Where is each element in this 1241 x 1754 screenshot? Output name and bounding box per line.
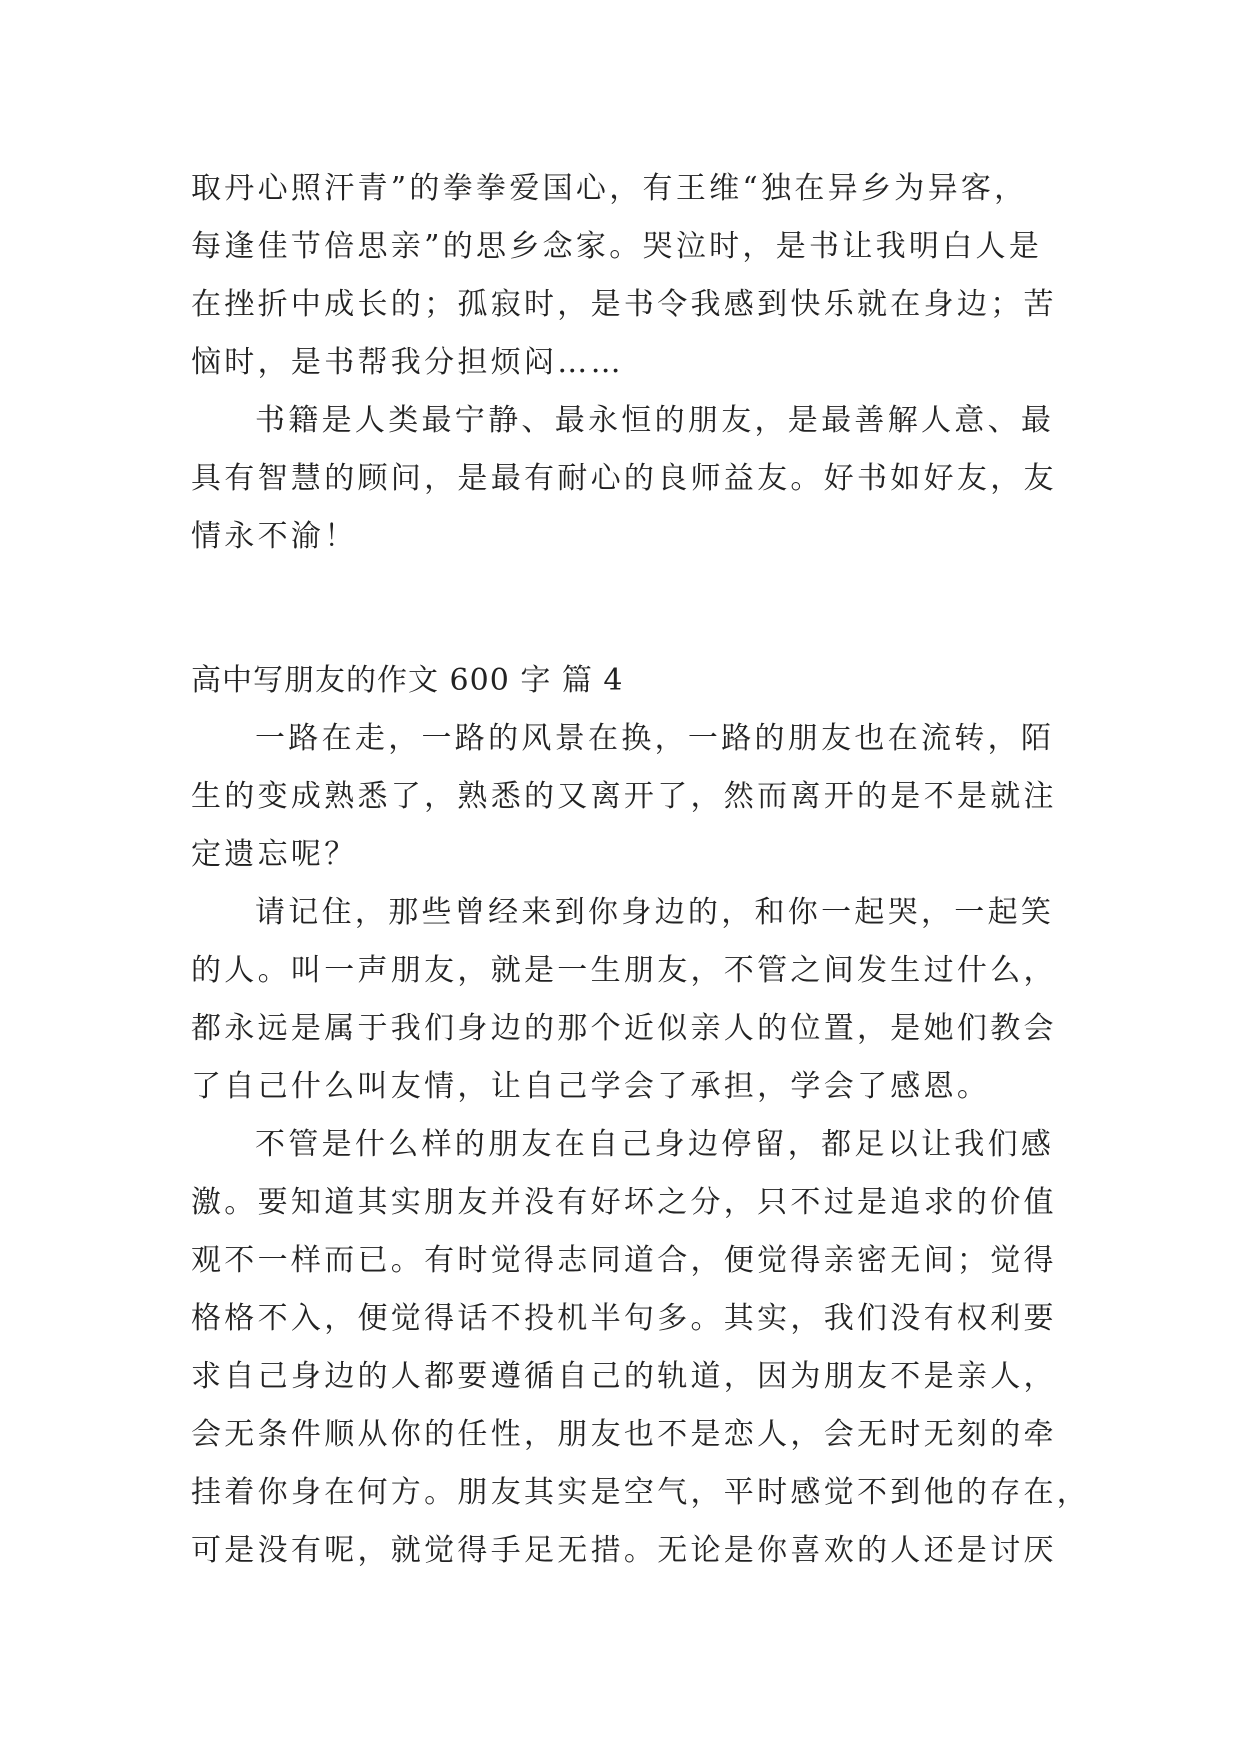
text-line: 的人。叫一声朋友，就是一生朋友，不管之间发生过什么， bbox=[191, 953, 1057, 988]
paragraph-1 bbox=[191, 710, 1057, 884]
section-spacer bbox=[191, 566, 1051, 652]
text-line: 具有智慧的顾问，是最有耐心的良师益友。好书如好友，友 bbox=[191, 461, 1057, 496]
text-line: 情永不渝！ bbox=[191, 519, 358, 554]
text-line: 每逢佳节倍思亲”的思乡念家。哭泣时，是书让我明白人是 bbox=[191, 229, 1043, 264]
text-line: 会无条件顺从你的任性，朋友也不是恋人，会无时无刻的牵 bbox=[191, 1417, 1057, 1452]
text-line: 在挫折中成长的；孤寂时，是书令我感到快乐就在身边；苦 bbox=[191, 287, 1057, 322]
paragraph-2 bbox=[191, 884, 1057, 1116]
text-line: 生的变成熟悉了，熟悉的又离开了，然而离开的是不是就注 bbox=[191, 779, 1057, 814]
text-line: 取丹心照汗青”的拳拳爱国心，有王维“独在异乡为异客， bbox=[191, 171, 1028, 206]
text-line: 书籍是人类最宁静、最永恒的朋友，是最善解人意、最 bbox=[255, 403, 1055, 438]
text-line: 挂着你身在何方。朋友其实是空气，平时感觉不到他的存在， bbox=[191, 1475, 1091, 1510]
paragraph-3 bbox=[191, 1116, 1091, 1580]
text-line: 了自己什么叫友情，让自己学会了承担，学会了感恩。 bbox=[191, 1069, 991, 1104]
text-line: 一路在走，一路的风景在换，一路的朋友也在流转，陌 bbox=[255, 721, 1055, 756]
text-line: 请记住，那些曾经来到你身边的，和你一起哭，一起笑 bbox=[255, 895, 1055, 930]
text-line: 观不一样而已。有时觉得志同道合，便觉得亲密无间；觉得 bbox=[191, 1243, 1057, 1278]
section-heading: 高中写朋友的作文 600 字 篇 4 bbox=[191, 663, 624, 698]
text-line: 定遗忘呢？ bbox=[191, 837, 358, 872]
text-line: 可是没有呢，就觉得手足无措。无论是你喜欢的人还是讨厌 bbox=[191, 1533, 1057, 1568]
closing-paragraph bbox=[191, 392, 1057, 566]
text-line: 恼时，是书帮我分担烦闷…… bbox=[191, 345, 624, 380]
text-line: 激。要知道其实朋友并没有好坏之分，只不过是追求的价值 bbox=[191, 1185, 1057, 1220]
text-line: 格格不入，便觉得话不投机半句多。其实，我们没有权利要 bbox=[191, 1301, 1057, 1336]
intro-paragraph bbox=[191, 160, 1057, 392]
document-body bbox=[191, 160, 1091, 1580]
text-line: 求自己身边的人都要遵循自己的轨道，因为朋友不是亲人， bbox=[191, 1359, 1057, 1394]
text-line: 不管是什么样的朋友在自己身边停留，都足以让我们感 bbox=[255, 1127, 1055, 1162]
text-line: 都永远是属于我们身边的那个近似亲人的位置，是她们教会 bbox=[191, 1011, 1057, 1046]
